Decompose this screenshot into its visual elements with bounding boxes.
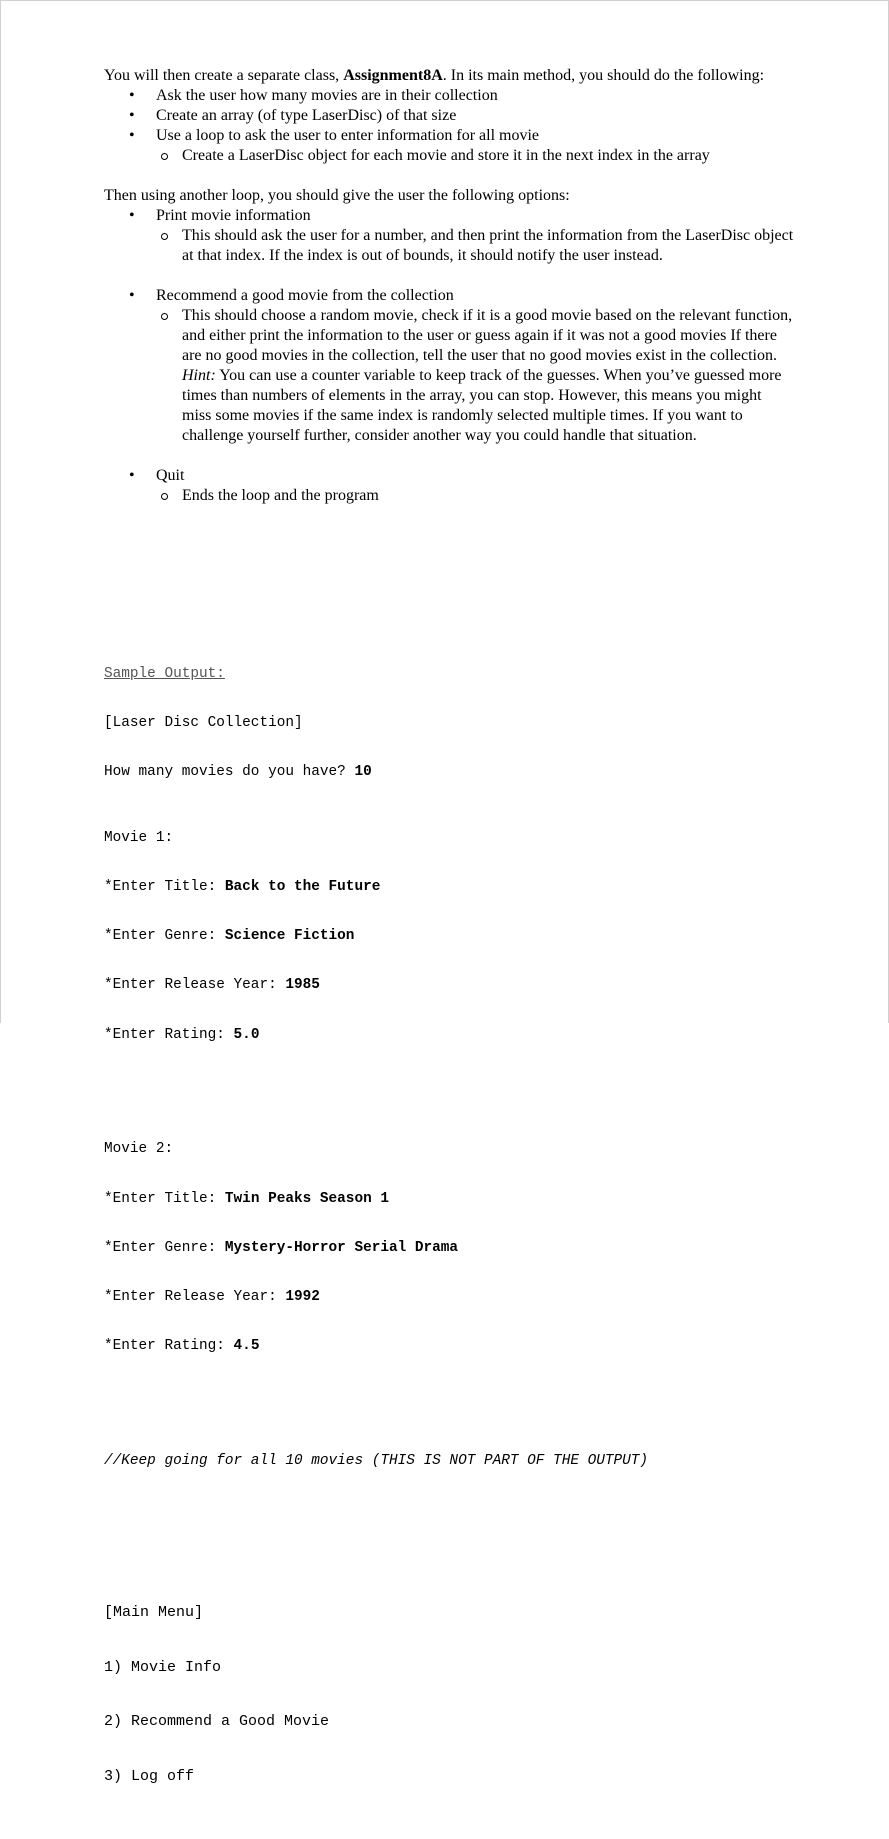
spacer <box>104 166 794 186</box>
option-label: Print movie information <box>156 207 311 224</box>
spacer <box>104 1076 804 1092</box>
prompt-text: *Enter Release Year: <box>104 977 286 994</box>
input-value: 1992 <box>285 1289 320 1306</box>
spacer <box>104 1387 804 1403</box>
rating-line <box>104 1027 804 1043</box>
recommend-detail: This should choose a random movie, check if it is a good movie based on the relevant function, and either print the information to the user or guess again if it was not a good movies If there are no good movies in the collection, tell the user that no good movies exist in the collection. <box>182 307 793 364</box>
year-line <box>104 977 804 993</box>
count-line <box>104 764 804 780</box>
option-label: Quit <box>156 467 185 484</box>
sub-list-item: Ends the loop and the program <box>156 486 794 506</box>
sample-heading: Sample Output: <box>104 665 225 682</box>
sub-list-item: Create a LaserDisc object for each movie and store it in the next index in the array <box>156 146 794 166</box>
input-value: 4.5 <box>233 1338 260 1355</box>
menu-item: 3) Log off <box>104 1768 195 1786</box>
hint-label: Hint: <box>182 367 216 384</box>
collection-header: [Laser Disc Collection] <box>104 715 303 732</box>
movie-label: Movie 1: <box>104 829 174 846</box>
intro-paragraph <box>104 66 794 86</box>
spacer <box>104 1502 804 1518</box>
option-print <box>104 206 794 286</box>
sub-list <box>156 146 794 166</box>
class-name: Assignment8A <box>343 67 443 84</box>
menu-item: 2) Recommend a Good Movie <box>104 1713 330 1731</box>
list-item-text: Use a loop to ask the user to enter information for all movie <box>156 127 540 144</box>
title-line <box>104 1191 804 1207</box>
intro-text-end: . In its main method, you should do the following: <box>442 67 765 84</box>
prompt-text: *Enter Title: <box>104 1190 225 1207</box>
prompt-text: *Enter Title: <box>104 879 225 896</box>
title-line <box>104 879 804 895</box>
sub-list <box>156 486 794 506</box>
spacer <box>156 446 794 466</box>
options-list <box>104 206 794 506</box>
prompt-text: *Enter Genre: <box>104 928 225 945</box>
sub-list-item <box>156 306 794 446</box>
hint-text: You can use a counter variable to keep track of the guesses. When you’ve guessed more times than numbers of elements in the array, you can stop. However, this means you might miss some movies if the same index is randomly selected multiple times. If you want to challenge yourself further, consider another way you could handle that situation. <box>182 367 782 444</box>
input-value: 10 <box>354 764 372 781</box>
sub-list <box>156 226 794 266</box>
menu-header: [Main Menu] <box>104 1604 204 1622</box>
prompt-text: How many movies do you have? <box>104 764 355 781</box>
input-value: Mystery-Horror Serial Drama <box>224 1239 459 1256</box>
prompt-text: *Enter Release Year: <box>104 1289 286 1306</box>
main-menu <box>104 1568 804 1823</box>
code-comment: //Keep going for all 10 movies (THIS IS NOT PART OF THE OUTPUT) <box>104 1453 649 1470</box>
option-recommend <box>104 286 794 466</box>
input-value: Back to the Future <box>224 879 381 896</box>
input-value: Twin Peaks Season 1 <box>224 1190 389 1207</box>
spacer <box>156 266 794 286</box>
main-steps-list <box>104 86 794 166</box>
year-line <box>104 1289 804 1305</box>
sample-output <box>104 633 804 1839</box>
sub-list <box>156 306 794 446</box>
assignment-document <box>104 66 794 506</box>
sub-list-item: This should ask the user for a number, and then print the information from the LaserDisc object at that index. If the index is out of bounds, it should notify the user instead. <box>156 226 794 266</box>
list-item <box>104 126 794 166</box>
options-intro: Then using another loop, you should give the user the following options: <box>104 187 570 204</box>
list-item: • Ask the user how many movies are in their collection <box>104 86 794 106</box>
prompt-text: *Enter Rating: <box>104 1338 234 1355</box>
genre-line <box>104 1240 804 1256</box>
movie-label: Movie 2: <box>104 1141 174 1158</box>
rating-line <box>104 1338 804 1354</box>
menu-item: 1) Movie Info <box>104 1658 222 1676</box>
option-quit <box>104 466 794 506</box>
genre-line <box>104 928 804 944</box>
input-value: 5.0 <box>233 1026 260 1043</box>
prompt-text: *Enter Rating: <box>104 1026 234 1043</box>
intro-text: You will then create a separate class, <box>104 67 344 84</box>
prompt-text: *Enter Genre: <box>104 1239 225 1256</box>
input-value: Science Fiction <box>224 928 355 945</box>
option-label: Recommend a good movie from the collection <box>156 287 454 304</box>
input-value: 1985 <box>285 977 320 994</box>
list-item: • Create an array (of type LaserDisc) of that size <box>104 106 794 126</box>
